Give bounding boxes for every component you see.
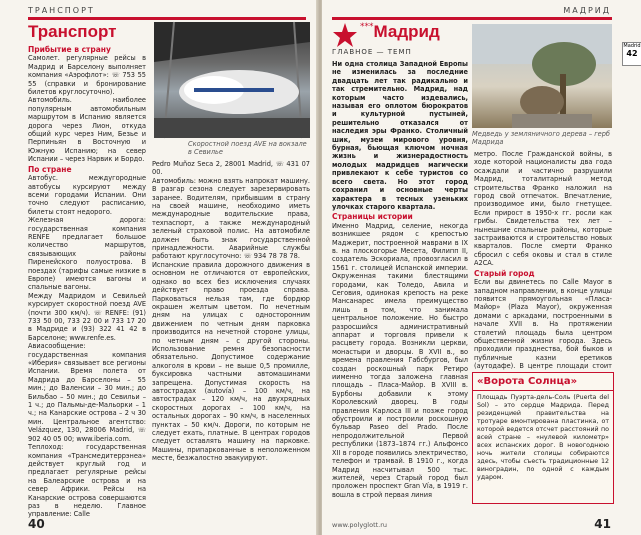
left-page: [0, 0, 318, 535]
right-subtitle: ГЛАВНОЕ — ТЕМП: [332, 48, 412, 56]
rail-paragraph: Железная дорога: государственная компания RENFE предлагает большое количество маршрутов, связывающих районы Пиренейского полуострова. В поездах (тарифы самые низкие в Европе) имеются вагоны и спальные вагоны.: [28, 216, 146, 292]
history-paragraph: Именно Мадрид, селение, некогда возникшее рядом с крепостью Маджерит, построенной маврами в IX в. на плоскогорье Месета, Филипп II, создатель Эскориала, провозгласил в 1561 г. столицей Испанской империи. Окруженная такими блестящими городами, как Толедо, Авила и Сеговия, одинокая крепость на реке Мансанарес имела преимущество лишь в том, что занимала центральное положение. Но быстро разросшийся административный аппарат и торговля привели к расцвету города. Возникли церкви, монастыри и дворцы. В XVII в., во времена правления Габсбургов, был создан роскошный парк Ретиро иименно тогда заложена главная площадь – Пласа-Майор. В XVIII в. Бурбоны добавили к этому Королевский дворец. В годы правления Карлоса III и позже город обустроили и построили роскошную бульвар Paseo del Prado. После непродолжительной Первой республики (1873–1874 гг.) Альфонсо XII в городе появились электричество, телефон и трамвай. В 1910 г., когда Мадрид насчитывал 500 тыс. жителей, через Старый город был проложен проспект Gran Vía, в 1919 г. вошла в строй первая линия: [332, 221, 468, 499]
right-column-2: [474, 150, 612, 371]
left-page-title: Транспорт: [28, 22, 117, 41]
section-country-heading: По стране: [28, 164, 72, 174]
left-page-number: 40: [28, 517, 45, 531]
car-rental-paragraph: Автомобиль: можно взять напрокат машину. В разгар сезона следует зарезервировать заранее. Водителям, прибывшим в страну на своей машине, необходимо иметь международные водительские права, техпаспорт, а также международный зеленый страховой полис. На автомобиле должен быть знак государственной принадлежности. Аварийные службы работают круглосуточно: ☏ 934 78 78 78.: [152, 176, 310, 261]
section-history-heading: Страницы истории: [332, 212, 413, 222]
ave-train-photo: [154, 22, 310, 138]
right-page-title: Мадрид: [373, 22, 440, 41]
right-page-number: 41: [594, 517, 611, 531]
infobox-title: «Ворота Солнца»: [473, 373, 613, 391]
bear-statue-photo: [472, 24, 612, 128]
infobox-text: Площадь Пуэрта-дель-Соль (Puerta del Sol) – это сердце Мадрида. Перед резиденцией правительства на тротуаре вмонтирована пластинка, от которой ведется отсчет расстояний по всей стране – «нулевой километр» всех испанских дорог. В новогоднюю ночь жители столицы собираются здесь, чтобы съесть традиционные 12 виноградин, по одной с каждым ударом.: [477, 394, 609, 481]
car-paragraph: Автомобиль. наиболее популярным автомобильным маршрутом в Испанию является дорога через Лион, откуда общий курс через Ним, Безье и Перпиньян в Восточную и Южную Испанию; на север Испании – через Нарвик и Бордо.: [28, 96, 146, 164]
star-emblem-icon: [332, 22, 358, 48]
puerta-del-sol-infobox: [472, 372, 614, 504]
left-column-2: [152, 160, 310, 515]
intro-paragraph: Ни одна столица Западной Европы не изменилась за последние двадцать лет так радикально и так стремительно. Мадрид, над которым часто издевались, называя его оплотом бюрократов и культурной пустыней, решительно отказался от наследия эры Франко. Столичный шик, музеи мирового уровня, бурная, бьющая ключом ночная жизнь и жизнерадостность молодых мадридцев магически привлекают к себе туристов со всего света. Но этот город сохранил и основные черты характера в тесных узеньких улочках старого квартала.: [332, 60, 468, 211]
airplane-paragraph: Самолет. регулярные рейсы в Мадрид и Барселону выполняет компания «Аэрофлот»: ☏ 753 55 55 (справки и бронирование билетов круглосуточно).: [28, 54, 146, 97]
train-illustration: [154, 22, 310, 138]
bear-illustration: [472, 24, 612, 128]
postwar-paragraph: метро. После Гражданской войны, в ходе которой националисты два года осаждали и частично разрушили Мадрид, тоталитарный метод строительства Франко наложил на город свой отпечаток. Впечатление, производимое ими, было гнетущее. Если прирост в 1950-х гг. росли как грибы. Свидетельства тех лет – нынешние спальные районы, которые застраиваются и строительство новых кварталов. После смерти Франко сбросил с себя оковы и стал в стиле A2CA.: [474, 150, 612, 268]
rating-stars: ***: [360, 22, 374, 32]
right-title-row: [360, 22, 440, 42]
address-paragraph: Pedro Muñoz Seca 2, 28001 Madrid, ☏ 431 07 00.: [152, 160, 310, 177]
right-running-header: МАДРИД: [563, 6, 611, 15]
section-old-city-heading: Старый город: [474, 268, 535, 278]
right-column-1: [332, 60, 468, 520]
footer-url[interactable]: www.polyglott.ru: [332, 521, 388, 529]
traffic-rules-paragraph: Испанские правила дорожного движения в основном не отличаются от европейских, однако во всех без исключения случаях действует право проезда справа. Парковаться нельзя там, где бордюр окрашен желтым цветом. По нечетным дням на улицах с односторонним движением по четным дням парковка производится на нечетной стороне улицы, по четным дням – с другой стороны. Использование ремня безопасности обязательно. Допустимое содержание алкоголя в крови – не выше 0,5 промилле, буксировка частными автомашинами запрещена. Допустимая скорость на автострадах (autovía) – 100 км/ч, на автострадах – 120 км/ч, на двухрядных скоростных дорогах – 100 км/ч, на остальных дорогах – 90 км/ч, в населенных пунктах – 50 км/ч. Дороги, по которым не следует ехать, платные. В центрах городов следует оставлять машину на парковке. Машины, припаркованные в неположенном месте, безжалостно эвакуируют.: [152, 260, 310, 463]
chapter-tab-number: 42: [626, 49, 638, 58]
left-header-rule: [28, 17, 306, 20]
section-arrival-heading: Прибытие в страну: [28, 45, 111, 54]
chapter-tab[interactable]: [622, 42, 641, 66]
air-paragraph: Авиасообщение: государственная компания «Иберия» связывает все регионы Испании. Время полета от Мадрида до Барселоны – 55 мин.; до Валенсии – 30 мин.; до Бильбао – 50 мин.; до Севильи – 1 ч.; до Пальмы-де-Мальорки – 1 ч.; на Канарские острова – 2 ч 30 мин. Центральное агентство: Velázquez, 130, 28006 Madrid, ☏ 902 40 05 00; www.iberia.com.: [28, 342, 146, 443]
bear-photo-caption: Медведь у земляничного дерева – герб Мадрида: [472, 130, 610, 146]
ferry-paragraph: Теплоход: государственная компания «Трансмедитеррэнеа» действует круглый год и предлагает регулярные рейсы на Балеарские острова и на север Африки. Рейсы на Канарские острова совершаются раз в неделю. Главное управление: Calle: [28, 443, 146, 519]
chapter-tab-label: Madrid: [623, 43, 641, 49]
left-running-header: ТРАНСПОРТ: [28, 6, 95, 15]
train-photo-caption: Скоростной поезд AVE на вокзале в Севилье: [188, 140, 307, 156]
old-city-paragraph: Если вы двинетесь по Calle Mayor в западном направлении, в конце улицы появится прямоугольная «Пласа-Майор» (Plaza Mayor), окруженная домами с аркадами, построенными в начале XVII в. На протяжении столетий площадь была центром общественной жизни города. Здесь проходили празднества, бой быков и публичные казни еретиков (аутодафе). В центре площади стоит: [474, 278, 612, 371]
left-column-1: [28, 44, 146, 519]
right-header-rule: [332, 17, 612, 20]
right-page: [322, 0, 641, 535]
bus-paragraph: Автобус. междугородные автобусы курсируют между всеми городами Испании. Они точно следуют расписанию, билеты стоят недорого.: [28, 174, 146, 216]
ave-paragraph: Между Мадридом и Севильей курсирует скоростной поезд AVE (почти 300 км/ч). ☏ RENFE: (91) 733 50 00, 733 22 00 и 733 17 20 в Мадриде и (93) 322 41 42 в Барселоне; www.renfe.es.: [28, 291, 146, 342]
